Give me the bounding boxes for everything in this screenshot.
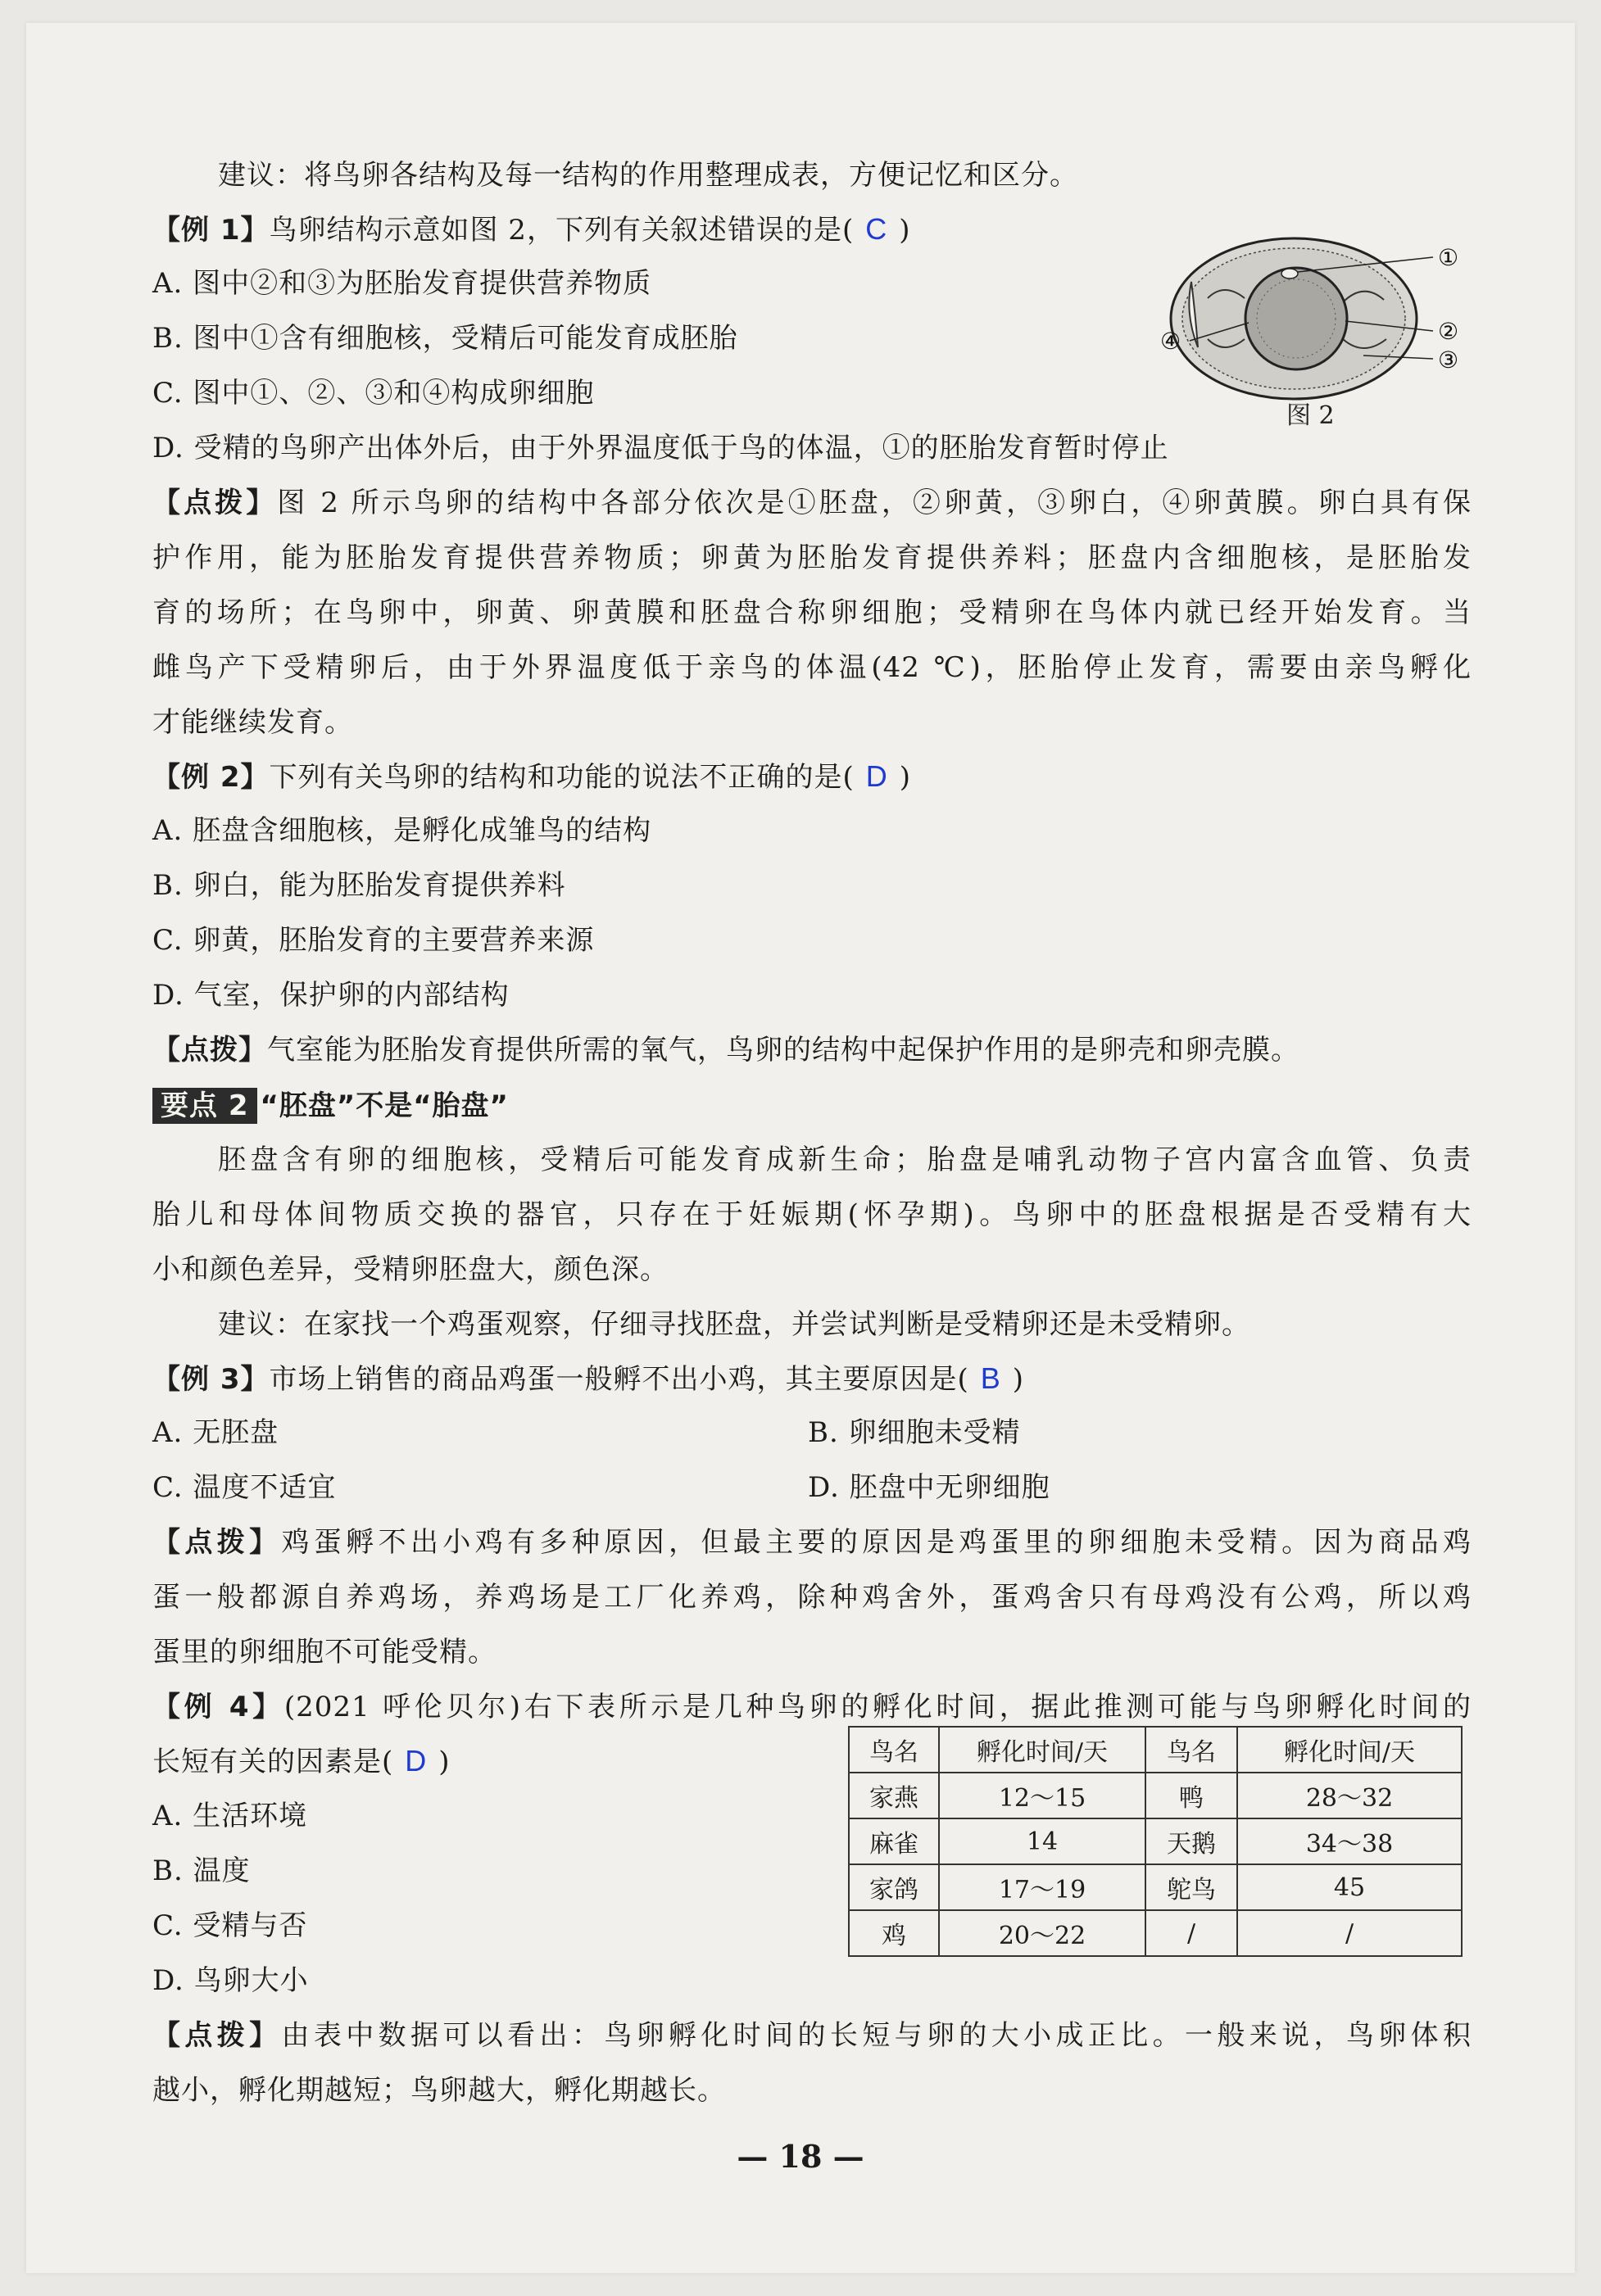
table-cell: 鸭	[1145, 1773, 1237, 1818]
bracket-close: )	[899, 761, 912, 794]
table-cell: 天鹅	[1145, 1818, 1237, 1864]
table-cell: 45	[1237, 1864, 1462, 1910]
bracket-close: )	[899, 214, 911, 247]
paragraph-line: 胚盘含有卵的细胞核，受精后可能发育成新生命；胎盘是哺乳动物子宫内富含血管、负责	[218, 1143, 1472, 1176]
note-label: 【点拨】	[152, 487, 278, 519]
bracket-close: )	[438, 1746, 451, 1778]
table-cell: /	[1237, 1910, 1462, 1956]
note-label: 【点拨】	[152, 1034, 267, 1066]
example-4-stem-cont	[152, 1743, 451, 1780]
option-a: A. 生活环境	[152, 1800, 308, 1832]
figure-caption: 图 2	[1286, 401, 1335, 430]
option-a: A. 无胚盘	[152, 1416, 279, 1449]
table-header-row	[849, 1727, 1462, 1773]
option-b: B. 卵白，能为胚胎发育提供养料	[152, 869, 566, 902]
option-c: C. 卵黄，胚胎发育的主要营养来源	[152, 924, 595, 957]
note-line	[152, 2017, 1472, 2054]
table-cell: 麻雀	[849, 1818, 939, 1864]
table-cell: 28～32	[1237, 1773, 1462, 1818]
table-cell: 家鸽	[849, 1864, 939, 1910]
note-line: 才能继续发育。	[152, 706, 353, 739]
note-line: 育的场所；在鸟卵中，卵黄、卵黄膜和胚盘合称卵细胞；受精卵在鸟体内就已经开始发育。当	[152, 596, 1472, 629]
option-d: D. 胚盘中无卵细胞	[808, 1471, 1050, 1504]
table-cell: 12～15	[939, 1773, 1145, 1818]
table-row	[849, 1773, 1462, 1818]
header-cell: 鸟名	[849, 1727, 939, 1773]
tip-line: 建议：将鸟卵各结构及每一结构的作用整理成表，方便记忆和区分。	[218, 159, 1078, 192]
option-b: B. 卵细胞未受精	[808, 1416, 1021, 1449]
table-row	[849, 1864, 1462, 1910]
note-label: 【点拨】	[152, 1526, 282, 1559]
table-cell: 20～22	[939, 1910, 1145, 1956]
note-line: 越小，孵化期越短；鸟卵越大，孵化期越长。	[152, 2074, 726, 2107]
table-cell: 14	[939, 1818, 1145, 1864]
yolk	[1245, 268, 1347, 369]
paragraph-line: 小和颜色差异，受精卵胚盘大，颜色深。	[152, 1253, 669, 1286]
germinal-disc	[1281, 269, 1298, 279]
table-cell: 家燕	[849, 1773, 939, 1818]
example-3-stem	[152, 1361, 1024, 1397]
example-label: 【例 3】	[152, 1363, 270, 1396]
answer-mark: D	[405, 1744, 428, 1777]
option-a: A. 胚盘含细胞核，是孵化成雏鸟的结构	[152, 814, 652, 847]
table-cell: 鸡	[849, 1910, 939, 1956]
answer-mark: B	[980, 1361, 1001, 1395]
header-cell: 孵化时间/天	[1237, 1727, 1462, 1773]
label-4: ④	[1160, 328, 1181, 355]
option-b: B. 图中①含有细胞核，受精后可能发育成胚胎	[152, 322, 738, 355]
table-row	[849, 1910, 1462, 1956]
note-label: 【点拨】	[152, 2019, 282, 2052]
option-c: C. 受精与否	[152, 1909, 308, 1942]
note-text: 气室能为胚胎发育提供所需的氧气，鸟卵的结构中起保护作用的是卵壳和卵壳膜。	[267, 1034, 1299, 1066]
option-c: C. 温度不适宜	[152, 1471, 337, 1504]
note-line: 蛋里的卵细胞不可能受精。	[152, 1636, 497, 1669]
note-line: 蛋一般都源自养鸡场，养鸡场是工厂化养鸡，除种鸡舍外，蛋鸡舍只有母鸡没有公鸡，所以鸡	[152, 1581, 1472, 1614]
note-line	[152, 1032, 1299, 1068]
example-1-stem	[152, 211, 910, 248]
question-text: 长短有关的因素是(	[152, 1746, 394, 1778]
table-cell: /	[1145, 1910, 1237, 1956]
note-text: 鸡蛋孵不出小鸡有多种原因，但最主要的原因是鸡蛋里的卵细胞未受精。因为商品鸡	[281, 1526, 1472, 1559]
key-point-badge: 要点 2	[152, 1088, 257, 1124]
note-line	[152, 485, 1472, 521]
bracket-close: )	[1012, 1363, 1025, 1396]
table-cell: 鸵鸟	[1145, 1864, 1237, 1910]
example-label: 【例 2】	[152, 761, 270, 794]
question-source: (2021 呼伦贝尔)	[283, 1691, 522, 1723]
example-label: 【例 4】	[152, 1691, 284, 1723]
answer-mark: C	[865, 212, 888, 246]
option-d: D. 受精的鸟卵产出体外后，由于外界温度低于鸟的体温，①的胚胎发育暂时停止	[152, 432, 1169, 464]
table-row	[849, 1818, 1462, 1864]
answer-mark: D	[865, 759, 888, 793]
header-cell: 孵化时间/天	[939, 1727, 1145, 1773]
option-d: D. 鸟卵大小	[152, 1964, 309, 1997]
note-text: 图 2 所示鸟卵的结构中各部分依次是①胚盘，②卵黄，③卵白，④卵黄膜。卵白具有保	[277, 487, 1472, 519]
option-c: C. 图中①、②、③和④构成卵细胞	[152, 377, 595, 410]
table-cell: 17～19	[939, 1864, 1145, 1910]
header-cell: 鸟名	[1145, 1727, 1237, 1773]
option-a: A. 图中②和③为胚胎发育提供营养物质	[152, 267, 652, 300]
egg-structure-diagram	[1159, 224, 1478, 429]
option-d: D. 气室，保护卵的内部结构	[152, 979, 510, 1012]
question-text: 下列有关鸟卵的结构和功能的说法不正确的是(	[269, 761, 855, 794]
page-number: — 18 —	[737, 2138, 864, 2175]
question-text: 市场上销售的商品鸡蛋一般孵不出小鸡，其主要原因是(	[269, 1363, 969, 1396]
key-point-heading	[152, 1088, 509, 1124]
key-point-title: “胚盘”不是“胎盘”	[260, 1089, 509, 1122]
question-text: 鸟卵结构示意如图 2，下列有关叙述错误的是(	[269, 214, 855, 247]
paragraph-line: 胎儿和母体间物质交换的器官，只存在于妊娠期(怀孕期)。鸟卵中的胚盘根据是否受精有大	[152, 1198, 1472, 1231]
tip-line: 建议：在家找一个鸡蛋观察，仔细寻找胚盘，并尝试判断是受精卵还是未受精卵。	[218, 1308, 1250, 1341]
note-text: 由表中数据可以看出：鸟卵孵化时间的长短与卵的大小成正比。一般来说，鸟卵体积	[281, 2019, 1472, 2052]
label-1: ①	[1438, 244, 1459, 271]
example-2-stem	[152, 759, 911, 795]
label-2: ②	[1438, 318, 1459, 345]
note-line	[152, 1524, 1472, 1560]
option-b: B. 温度	[152, 1854, 251, 1887]
question-text: 右下表所示是几种鸟卵的孵化时间，据此推测可能与鸟卵孵化时间的	[521, 1691, 1472, 1723]
hatching-time-table	[848, 1726, 1463, 1957]
label-3: ③	[1438, 346, 1459, 374]
example-label: 【例 1】	[152, 214, 270, 247]
table-cell: 34～38	[1237, 1818, 1462, 1864]
example-4-stem	[152, 1689, 1472, 1725]
textbook-page	[26, 23, 1575, 2273]
note-line: 护作用，能为胚胎发育提供营养物质；卵黄为胚胎发育提供养料；胚盘内含细胞核，是胚胎发	[152, 541, 1472, 574]
note-line: 雌鸟产下受精卵后，由于外界温度低于亲鸟的体温(42 ℃)，胚胎停止发育，需要由亲鸟孵化	[152, 651, 1472, 684]
